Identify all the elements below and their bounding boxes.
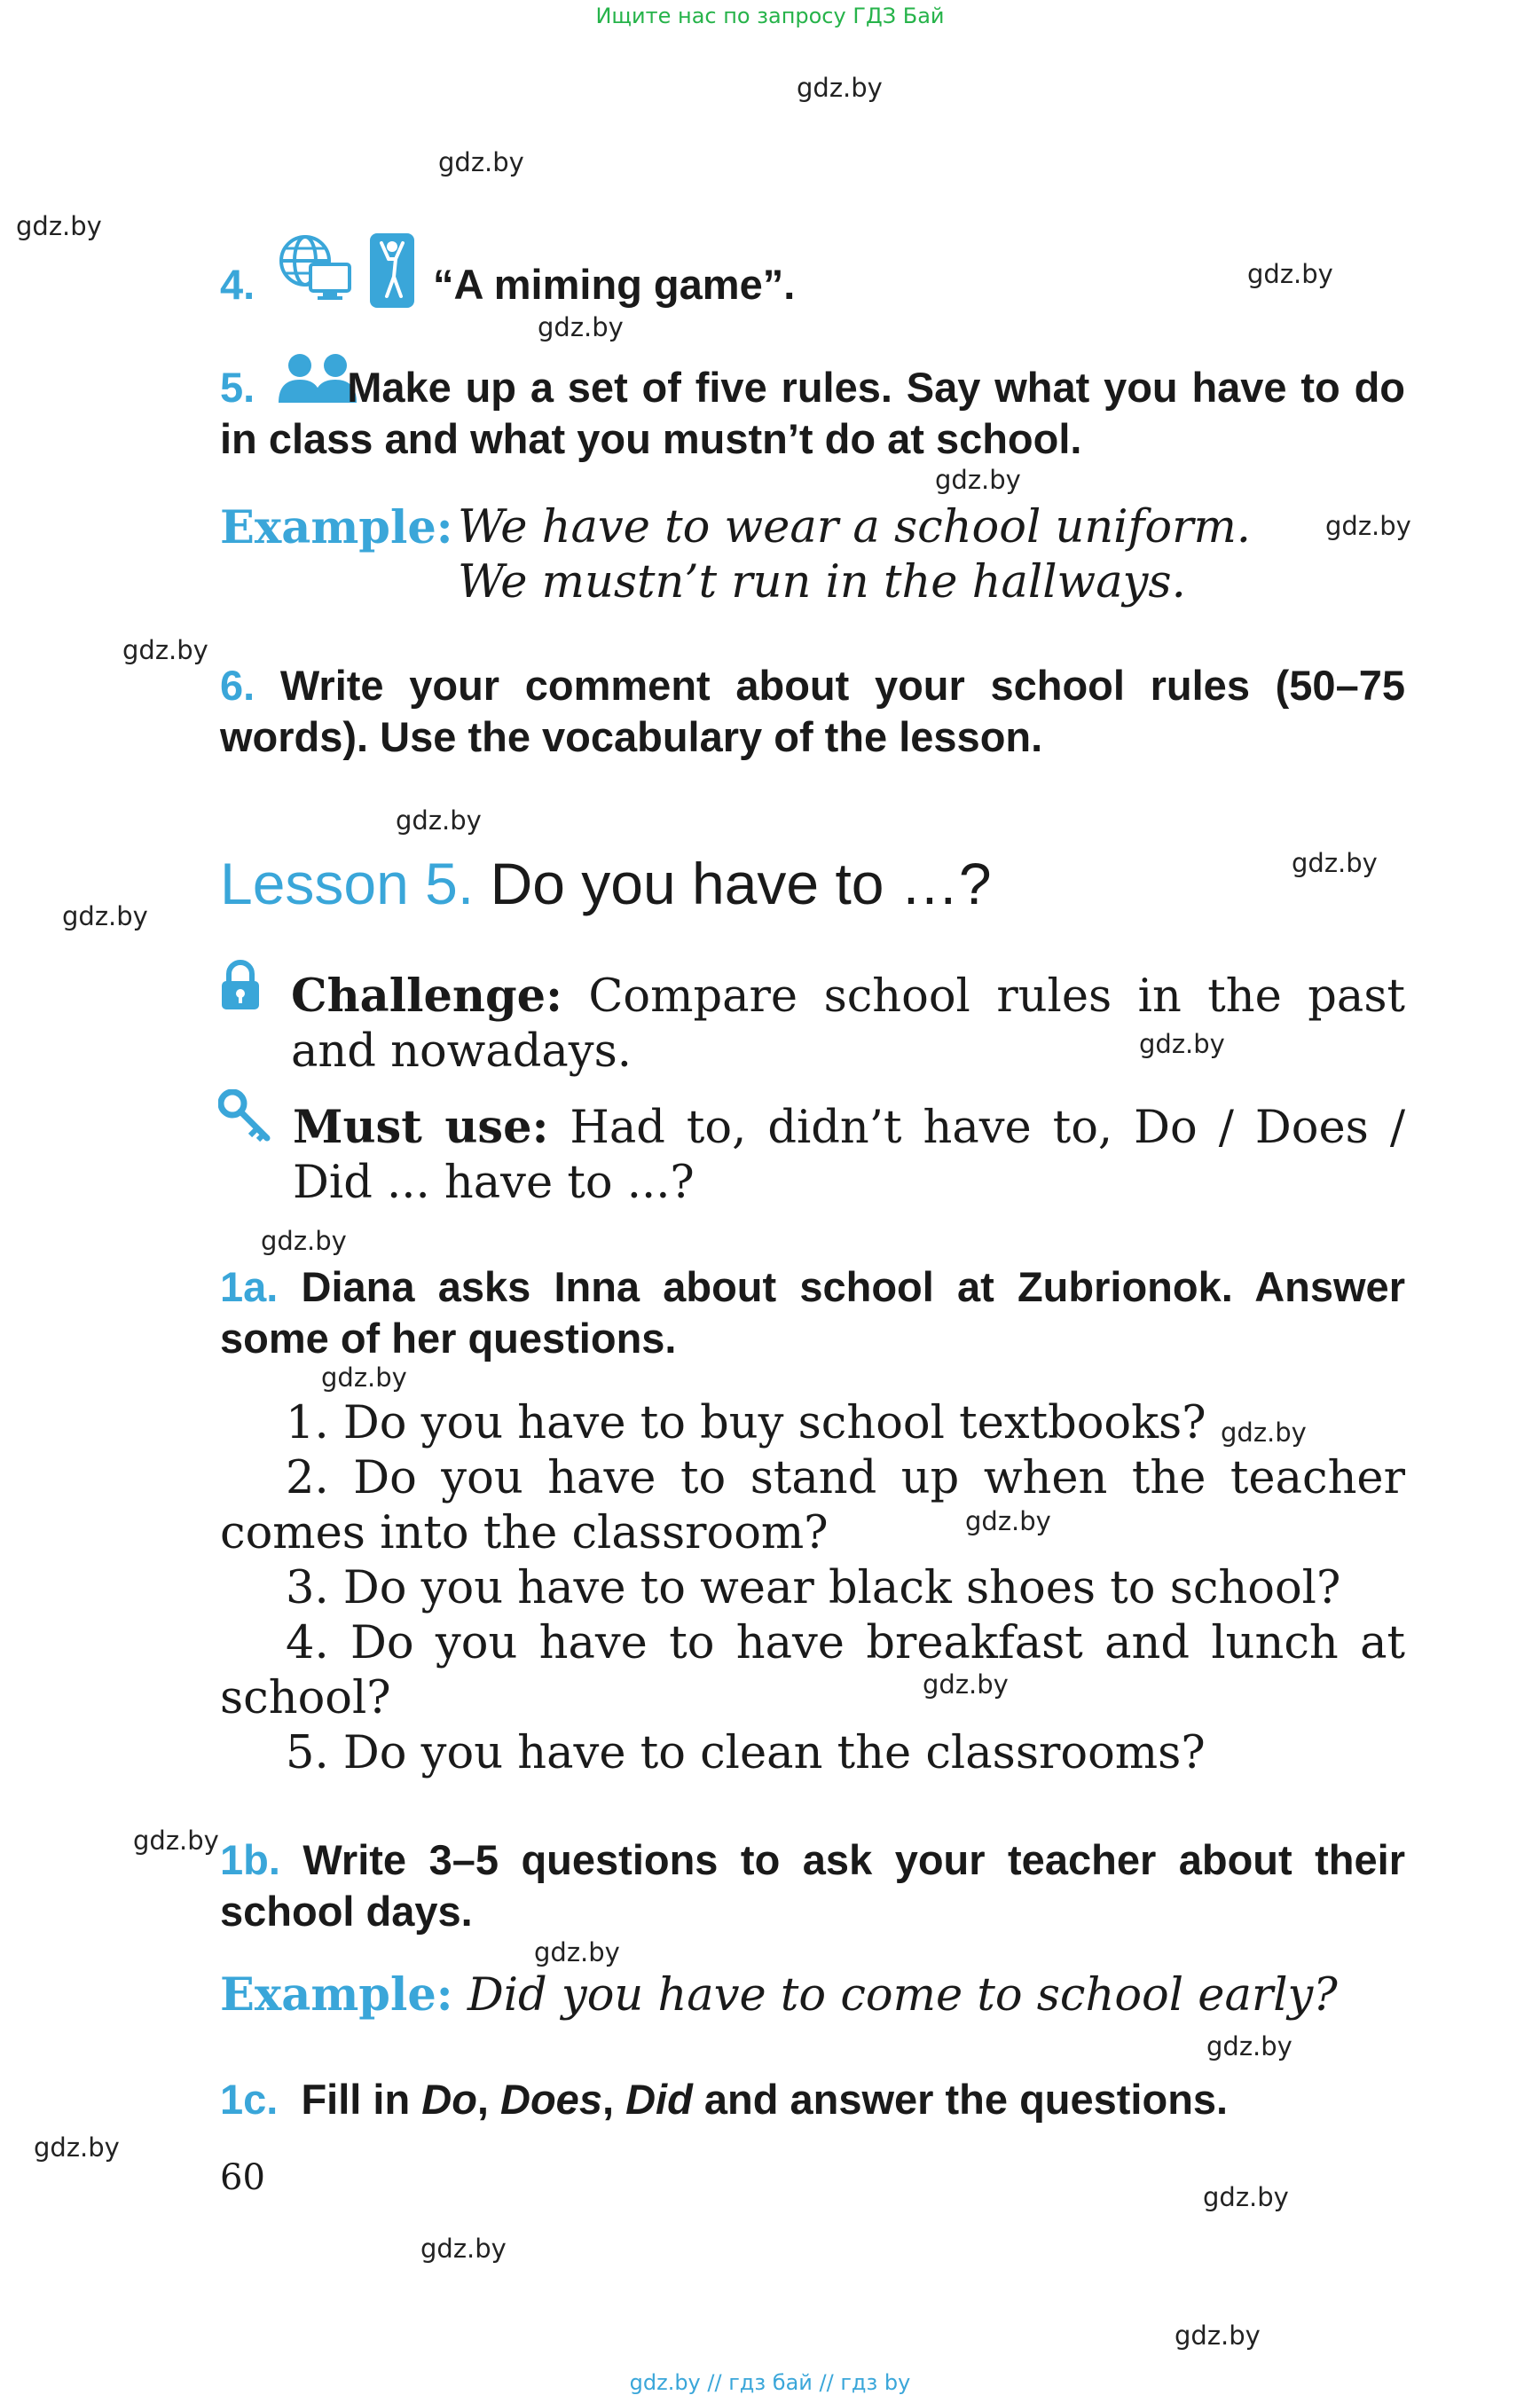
task-4-text: “A miming game”.	[433, 261, 796, 308]
watermark: gdz.by	[16, 211, 102, 241]
example-1-label: Example:	[220, 501, 453, 554]
question-list	[220, 1396, 1405, 1781]
watermark: gdz.by	[62, 901, 148, 931]
watermark: gdz.by	[261, 1226, 347, 1256]
must-use-label: Must use:	[293, 1101, 549, 1154]
task-5: 5. Make up a set of five rules. Say what you have to do in class and what you mustn’t do at school.	[220, 364, 1405, 462]
watermark: gdz.by	[538, 312, 624, 342]
challenge-text: Compare school rules in the past and nowadays.	[291, 970, 1405, 1078]
task-1b-text: Write 3–5 questions to ask your teacher about their school days.	[220, 1836, 1405, 1935]
question-item: 2. Do you have to stand up when the teacher comes into the classroom?	[220, 1452, 1405, 1559]
watermark: gdz.by	[935, 465, 1021, 495]
watermark: gdz.by	[1206, 2031, 1292, 2061]
question-item: 4. Do you have to have breakfast and lunch at school?	[220, 1617, 1405, 1724]
watermark: gdz.by	[34, 2132, 120, 2163]
page-number: 60	[220, 2157, 265, 2198]
example-2-label: Example:	[220, 1968, 453, 2022]
bottom-banner: gdz.by // гдз бай // гдз by	[629, 2370, 911, 2395]
task-5-text: Make up a set of five rules. Say what you have to do in class and what you mustn’t do at school.	[220, 364, 1405, 462]
lock-icon	[220, 960, 261, 1011]
question-item: 5. Do you have to clean the classrooms?	[286, 1727, 1206, 1779]
key-icon	[218, 1089, 271, 1144]
watermark: gdz.by	[122, 635, 208, 665]
watermark: gdz.by	[133, 1826, 219, 1856]
watermark: gdz.by	[396, 805, 482, 836]
example-2-text: Did you have to come to school early?	[467, 1969, 1338, 2022]
watermark: gdz.by	[1247, 259, 1333, 289]
question-item: 1. Do you have to buy school textbooks?	[286, 1397, 1206, 1449]
lesson-number: Lesson 5.	[220, 851, 475, 916]
question-item: 3. Do you have to wear black shoes to school?	[286, 1562, 1341, 1614]
task-6-text: Write your comment about your school rules (50–75 words). Use the vocabulary of the lesson.	[220, 662, 1405, 760]
watermark: gdz.by	[321, 1362, 407, 1393]
must-use	[293, 1100, 1405, 1211]
task-4-number: 4.	[220, 261, 255, 308]
watermark: gdz.by	[1325, 511, 1411, 541]
lesson-title	[220, 850, 992, 917]
watermark: gdz.by	[797, 73, 883, 103]
task-1a-text: Diana asks Inna about school at Zubrionok. Answer some of her questions.	[220, 1263, 1405, 1362]
task-1a: 1a. Diana asks Inna about school at Zubrionok. Answer some of her questions.	[220, 1263, 1405, 1362]
watermark: gdz.by	[1175, 2321, 1261, 2351]
watermark: gdz.by	[534, 1937, 620, 1967]
task-1c: 1c. Fill in Do, Does, Did and answer the questions.	[220, 2076, 1229, 2123]
top-banner: Ищите нас по запросу ГДЗ Бай	[595, 4, 945, 28]
must-use-text: Had to, didn’t have to, Do / Does / Did ... have to ...?	[293, 1102, 1405, 1209]
watermark: gdz.by	[923, 1669, 1009, 1700]
task-6: 6. Write your comment about your school rules (50–75 words). Use the vocabulary of the lesson.	[220, 662, 1405, 760]
challenge-label: Challenge:	[291, 970, 562, 1023]
watermark: gdz.by	[420, 2234, 507, 2264]
watermark: gdz.by	[1292, 848, 1378, 878]
example-1-line-2: We mustn’t run in the hallways.	[458, 556, 1186, 609]
watermark: gdz.by	[1203, 2182, 1289, 2212]
challenge	[291, 969, 1405, 1080]
watermark: gdz.by	[438, 147, 524, 177]
task-1b: 1b. Write 3–5 questions to ask your teacher about their school days.	[220, 1836, 1405, 1935]
globe-computer-icon	[277, 232, 353, 303]
example-1-line-1: We have to wear a school uniform.	[458, 501, 1252, 554]
example-2	[220, 1967, 1338, 2023]
watermark: gdz.by	[1221, 1417, 1307, 1448]
watermark: gdz.by	[965, 1506, 1051, 1536]
lesson-name: Do you have to …?	[490, 851, 992, 916]
watermark: gdz.by	[1139, 1029, 1225, 1059]
miming-person-icon	[369, 232, 415, 309]
